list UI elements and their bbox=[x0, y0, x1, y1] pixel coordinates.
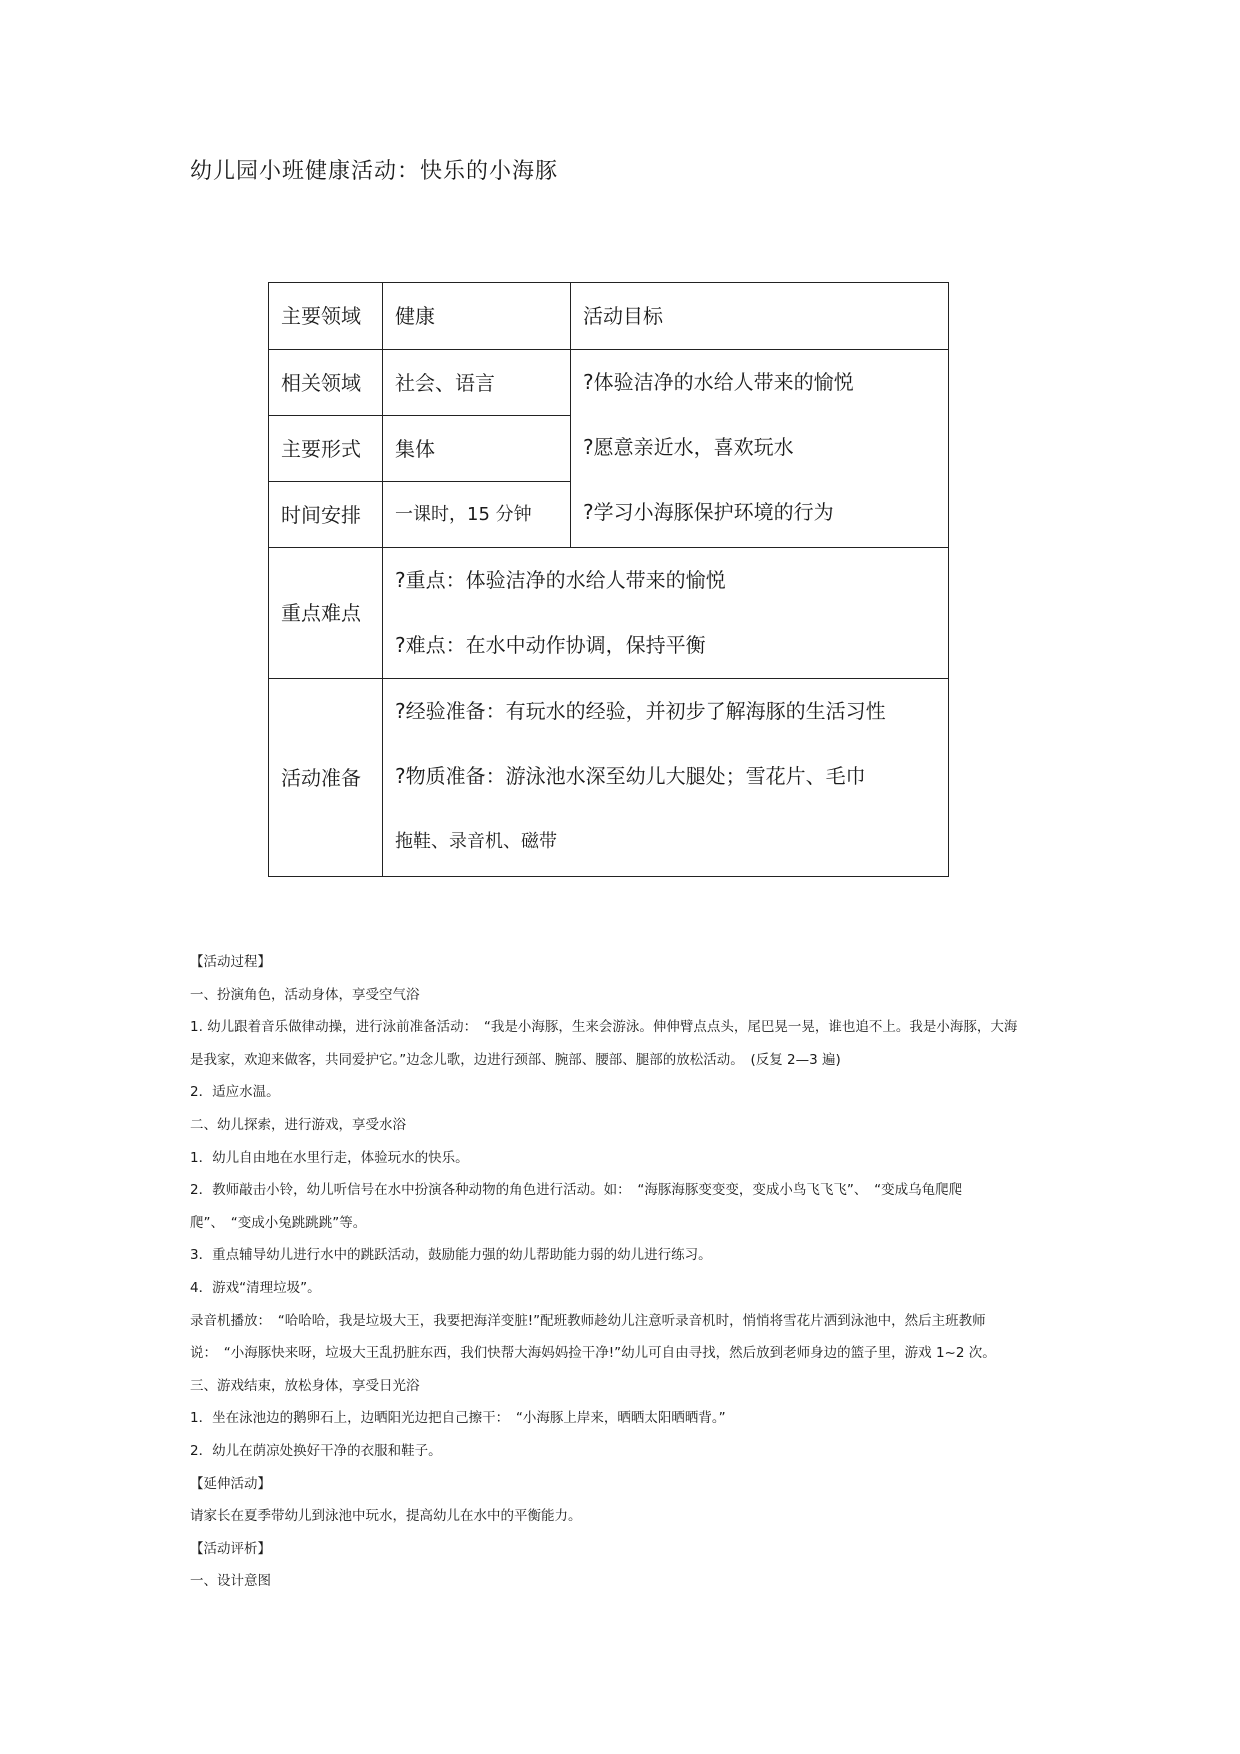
step-heading: 二、幼儿探索，进行游戏，享受水浴 bbox=[190, 1116, 406, 1133]
paragraph-line: 1. 幼儿跟着音乐做律动操，进行泳前准备活动： “我是小海豚，生来会游泳。伸伸臂点点头，尾巴晃一晃，谁也追不上。我是小海豚，大海 bbox=[190, 1019, 1018, 1036]
goals-cell bbox=[571, 350, 949, 548]
paragraph-line: 4．游戏“清理垃圾”。 bbox=[190, 1279, 321, 1296]
table-row bbox=[269, 350, 949, 416]
goals-header: 活动目标 bbox=[571, 283, 949, 350]
paragraph-line: 2．教师敲击小铃，幼儿听信号在水中扮演各种动物的角色进行活动。如： “海豚海豚变变变，变成小鸟飞飞飞”、 “变成乌龟爬爬 bbox=[190, 1182, 963, 1199]
step-heading: 三、游戏结束，放松身体，享受日光浴 bbox=[190, 1377, 420, 1394]
prep-item: 拖鞋、录音机、磁带 bbox=[395, 831, 557, 852]
time-label: 时间安排 bbox=[269, 482, 383, 548]
section-heading: 【活动过程】 bbox=[190, 954, 271, 970]
paragraph-line: 说： “小海豚快来呀，垃圾大王乱扔脏东西，我们快帮大海妈妈捡干净!”幼儿可自由寻找，然后放到老师身边的篮子里，游戏 1~2 次。 bbox=[190, 1345, 996, 1362]
paragraph-line: 请家长在夏季带幼儿到泳池中玩水，提高幼儿在水中的平衡能力。 bbox=[190, 1508, 582, 1525]
paragraph-line: 3．重点辅导幼儿进行水中的跳跃活动，鼓励能力强的幼儿帮助能力弱的幼儿进行练习。 bbox=[190, 1247, 712, 1264]
paragraph-line: 2．适应水温。 bbox=[190, 1084, 280, 1101]
activity-plan-table bbox=[268, 282, 949, 877]
goal-item: ?学习小海豚保护环境的行为 bbox=[583, 500, 834, 524]
goal-item: ?体验洁净的水给人带来的愉悦 bbox=[583, 370, 854, 394]
related-domain-value: 社会、语言 bbox=[383, 350, 571, 416]
section-heading: 【活动评析】 bbox=[190, 1540, 271, 1557]
time-value: 一课时，15 分钟 bbox=[383, 482, 571, 548]
key-points-cell bbox=[383, 548, 949, 679]
form-value: 集体 bbox=[383, 416, 571, 482]
form-label: 主要形式 bbox=[269, 416, 383, 482]
prep-cell bbox=[383, 679, 949, 877]
paragraph-line: 2．幼儿在荫凉处换好干净的衣服和鞋子。 bbox=[190, 1442, 442, 1459]
step-heading: 一、扮演角色，活动身体，享受空气浴 bbox=[190, 986, 420, 1003]
paragraph-line: 爬”、 “变成小兔跳跳跳”等。 bbox=[190, 1214, 367, 1231]
prep-item: ?物质准备：游泳池水深至幼儿大腿处；雪花片、毛巾 bbox=[395, 764, 866, 788]
key-point-item: ?重点：体验洁净的水给人带来的愉悦 bbox=[395, 568, 726, 592]
activity-process-text bbox=[190, 946, 1060, 1598]
prep-item: ?经验准备：有玩水的经验，并初步了解海豚的生活习性 bbox=[395, 699, 886, 723]
table-row bbox=[269, 283, 949, 350]
paragraph-line: 录音机播放： “哈哈哈，我是垃圾大王，我要把海洋变脏!”配班教师趁幼儿注意听录音机时，悄悄将雪花片洒到泳池中，然后主班教师 bbox=[190, 1312, 986, 1329]
goal-item: ?愿意亲近水，喜欢玩水 bbox=[583, 435, 794, 459]
key-points-label: 重点难点 bbox=[269, 548, 383, 679]
key-point-item: ?难点：在水中动作协调，保持平衡 bbox=[395, 633, 706, 657]
step-heading: 一、设计意图 bbox=[190, 1573, 271, 1590]
paragraph-line: 1．坐在泳池边的鹅卵石上，边晒阳光边把自己擦干： “小海豚上岸来，晒晒太阳晒晒背。” bbox=[190, 1410, 726, 1427]
paragraph-line: 是我家，欢迎来做客，共同爱护它。”边念儿歌，边进行颈部、腕部、腰部、腿部的放松活动。 (反复 2—3 遍) bbox=[190, 1051, 841, 1068]
related-domain-label: 相关领域 bbox=[269, 350, 383, 416]
table-row bbox=[269, 679, 949, 877]
document-title: 幼儿园小班健康活动：快乐的小海豚 bbox=[190, 159, 559, 184]
main-domain-value: 健康 bbox=[383, 283, 571, 350]
main-domain-label: 主要领域 bbox=[269, 283, 383, 350]
section-heading: 【延伸活动】 bbox=[190, 1475, 271, 1492]
paragraph-line: 1．幼儿自由地在水里行走，体验玩水的快乐。 bbox=[190, 1149, 469, 1166]
prep-label: 活动准备 bbox=[269, 679, 383, 877]
table-row bbox=[269, 548, 949, 679]
